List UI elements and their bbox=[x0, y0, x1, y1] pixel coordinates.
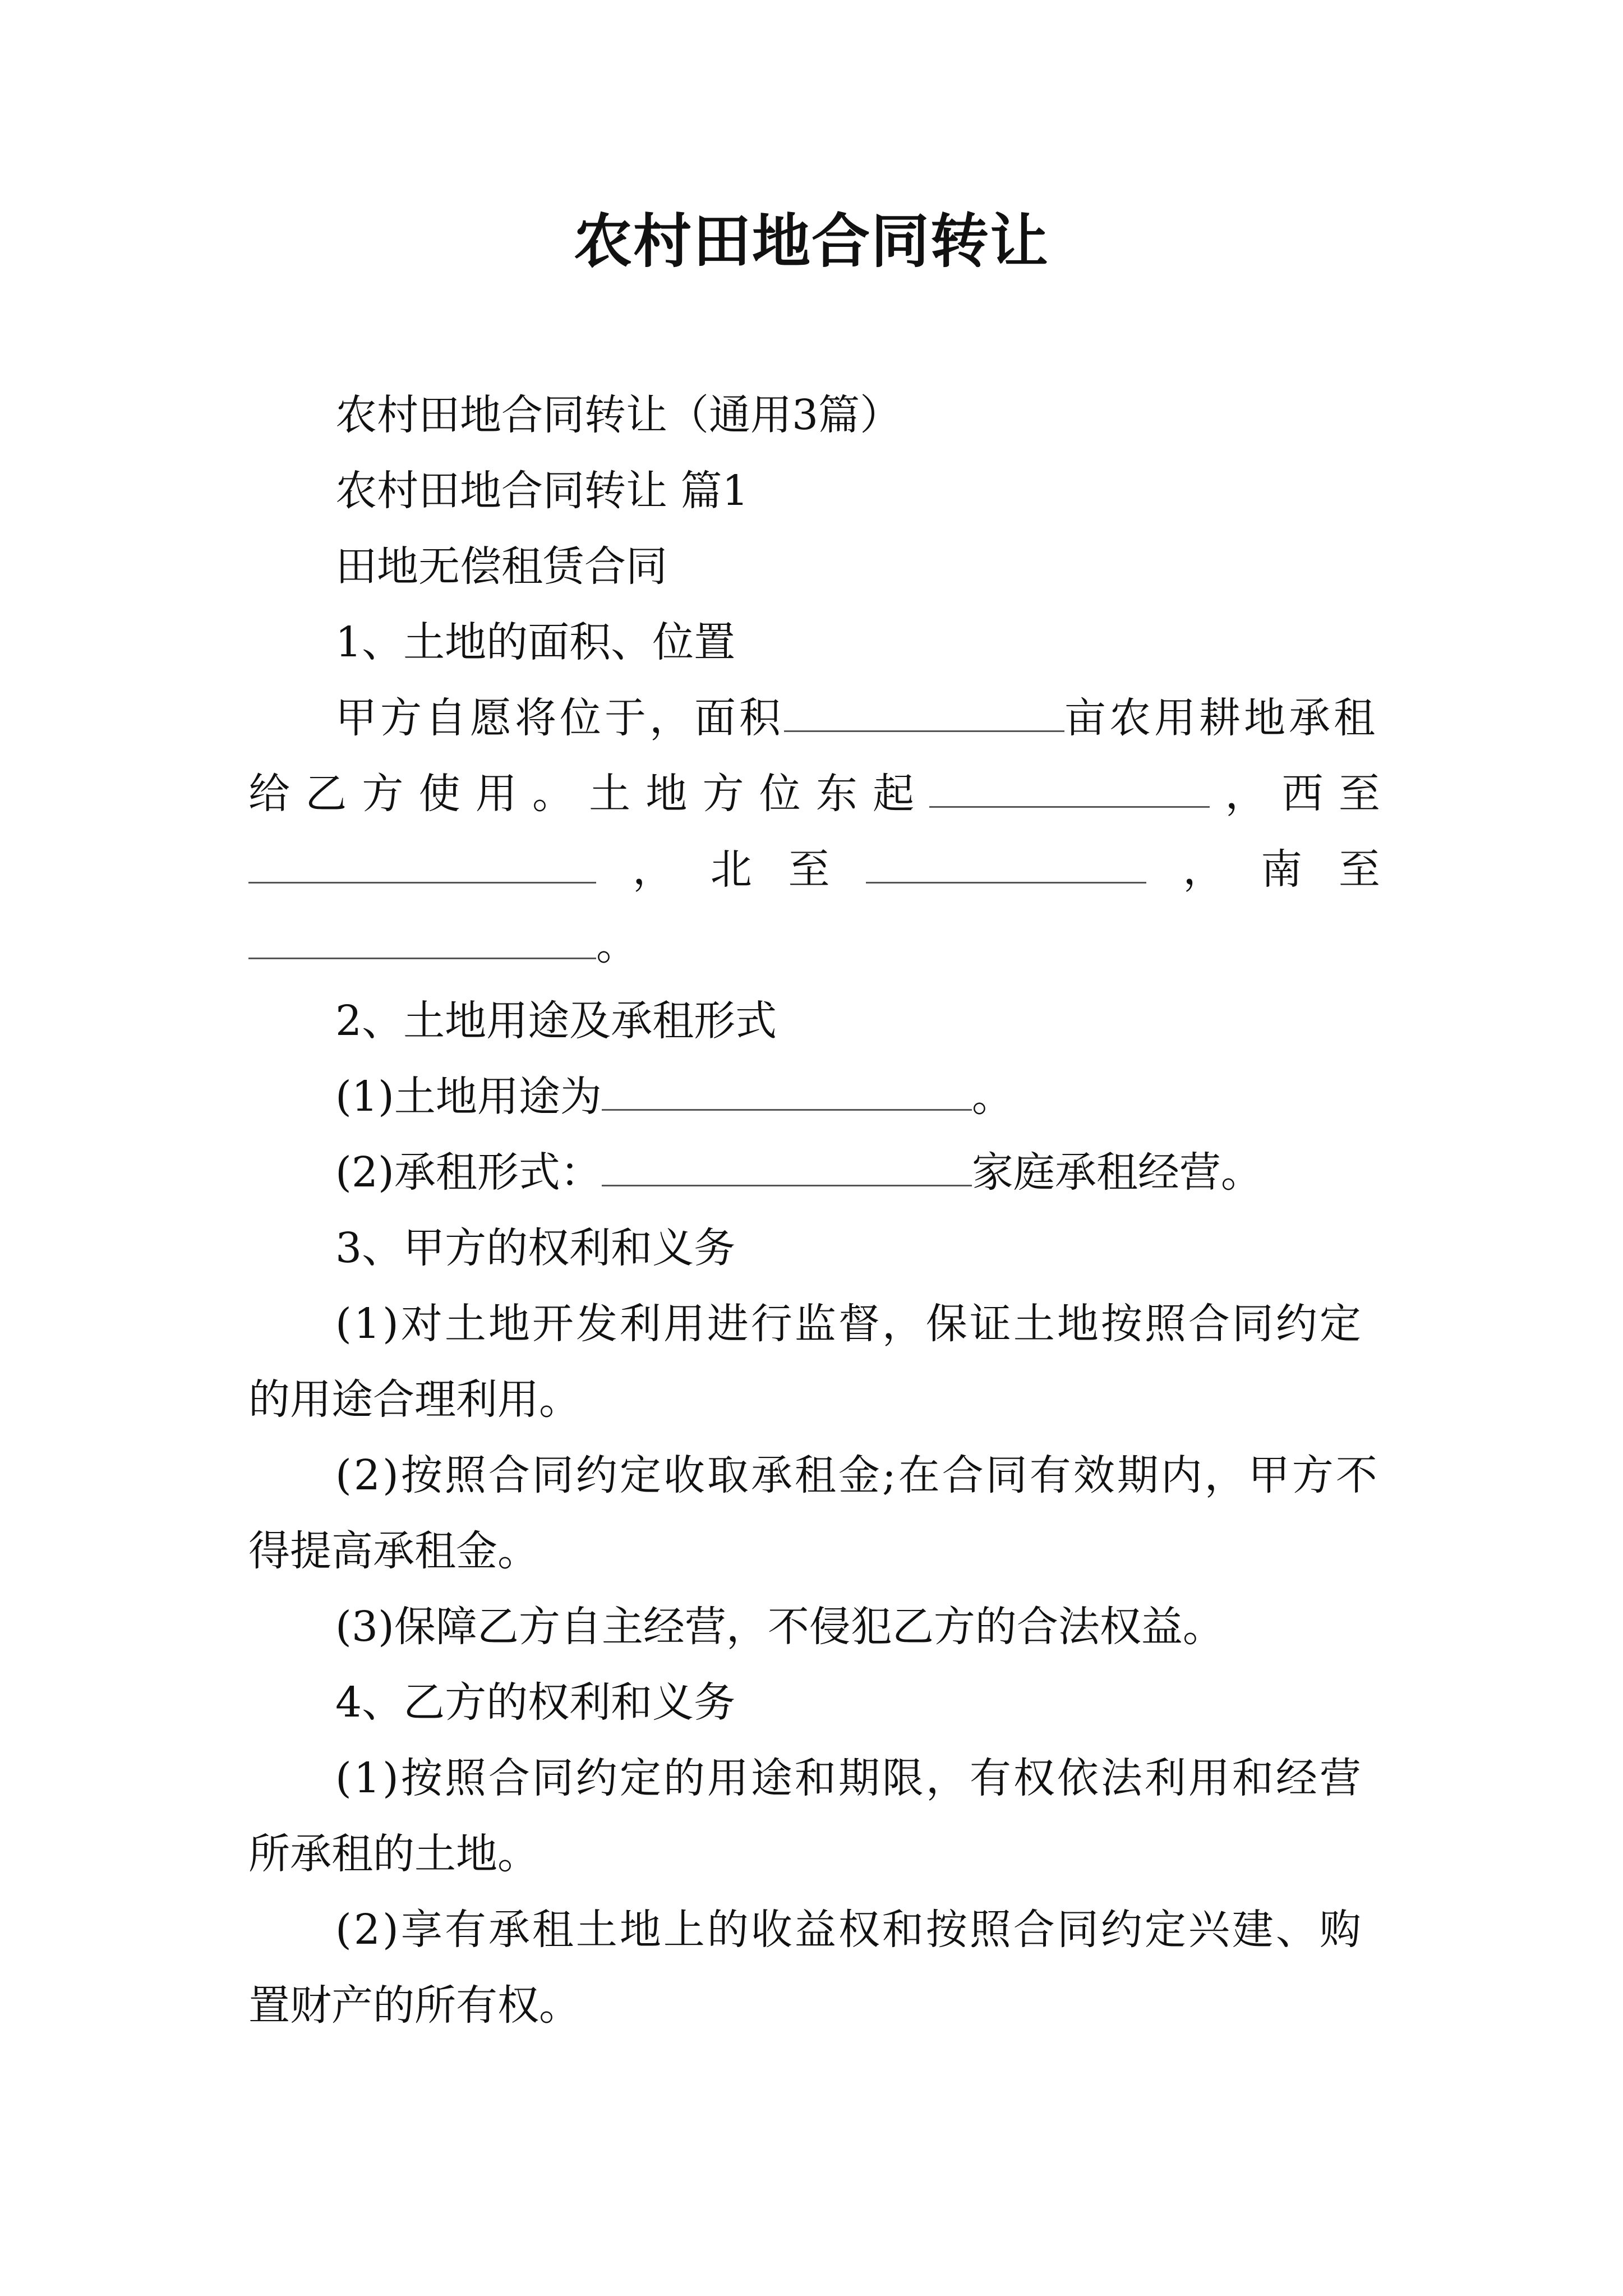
char: 西 bbox=[1281, 770, 1324, 818]
char: 南 bbox=[1261, 845, 1303, 894]
east-blank bbox=[929, 771, 1210, 808]
char: 地 bbox=[645, 770, 688, 818]
char: 至 bbox=[788, 845, 830, 894]
paragraph-line bbox=[248, 914, 638, 976]
form-blank bbox=[602, 1150, 972, 1186]
paragraph-line bbox=[335, 687, 1378, 749]
char: ， bbox=[632, 845, 674, 894]
char: 。 bbox=[532, 770, 574, 818]
paragraph-line: (2)享有承租土地上的收益权和按照合同约定兴建、购 bbox=[335, 1906, 1363, 1954]
clause-heading-3: 3、甲方的权利和义务 bbox=[335, 1224, 736, 1272]
char: 至 bbox=[1338, 770, 1380, 818]
paragraph-line: 置财产的所有权。 bbox=[248, 1981, 580, 2030]
char: 起 bbox=[873, 770, 915, 818]
west-blank bbox=[248, 847, 596, 884]
paragraph-line: 所承租的土地。 bbox=[248, 1830, 539, 1878]
char: 东 bbox=[815, 770, 857, 818]
paragraph-line: (1)对土地开发利用进行监督，保证土地按照合同约定 bbox=[335, 1300, 1363, 1348]
char: 用 bbox=[475, 770, 517, 818]
contract-name: 田地无偿租赁合同 bbox=[335, 542, 667, 591]
char: 方 bbox=[362, 770, 404, 818]
clause-heading-1: 1、土地的面积、位置 bbox=[335, 618, 736, 666]
area-blank bbox=[784, 696, 1064, 732]
text-segment: (1)土地用途为 bbox=[335, 1073, 602, 1121]
paragraph-line: 得提高承租金。 bbox=[248, 1527, 539, 1575]
text-segment: 家庭承租经营。 bbox=[971, 1148, 1262, 1197]
text-segment: 甲方自愿将位于，面积 bbox=[335, 694, 784, 742]
paragraph-line bbox=[335, 1066, 1013, 1128]
paragraph-line: (3)保障乙方自主经营，不侵犯乙方的合法权益。 bbox=[335, 1603, 1224, 1651]
char: ， bbox=[1183, 845, 1225, 894]
char: 土 bbox=[589, 770, 631, 818]
char: 至 bbox=[1338, 845, 1380, 894]
text-segment: 。 bbox=[596, 921, 638, 969]
char: 位 bbox=[759, 770, 801, 818]
paragraph-line: 的用途合理利用。 bbox=[248, 1375, 580, 1424]
char: 乙 bbox=[305, 770, 347, 818]
char: 使 bbox=[418, 770, 460, 818]
char: 方 bbox=[702, 770, 744, 818]
text-segment: 。 bbox=[971, 1073, 1013, 1121]
char: 北 bbox=[710, 845, 752, 894]
paragraph-line: (2)按照合同约定收取承租金;在合同有效期内，甲方不 bbox=[335, 1451, 1380, 1499]
document-title: 农村田地合同转让 bbox=[573, 206, 1049, 275]
subtitle-line: 农村田地合同转让（通用3篇） bbox=[335, 391, 902, 439]
paragraph-line bbox=[248, 763, 1380, 825]
text-segment: (2)承租形式： bbox=[335, 1148, 602, 1197]
text-segment: 亩农用耕地承租 bbox=[1064, 694, 1378, 742]
char: ， bbox=[1225, 770, 1267, 818]
char: 给 bbox=[248, 770, 290, 818]
usage-blank bbox=[602, 1074, 972, 1111]
south-blank bbox=[248, 923, 596, 959]
section-heading: 农村田地合同转让 篇1 bbox=[335, 467, 749, 515]
paragraph-line bbox=[335, 1142, 1262, 1203]
clause-heading-4: 4、乙方的权利和义务 bbox=[335, 1678, 736, 1727]
north-blank bbox=[866, 847, 1146, 884]
clause-heading-2: 2、土地用途及承租形式 bbox=[335, 997, 777, 1045]
paragraph-line bbox=[248, 839, 1380, 900]
paragraph-line: (1)按照合同约定的用途和期限，有权依法利用和经营 bbox=[335, 1754, 1363, 1802]
